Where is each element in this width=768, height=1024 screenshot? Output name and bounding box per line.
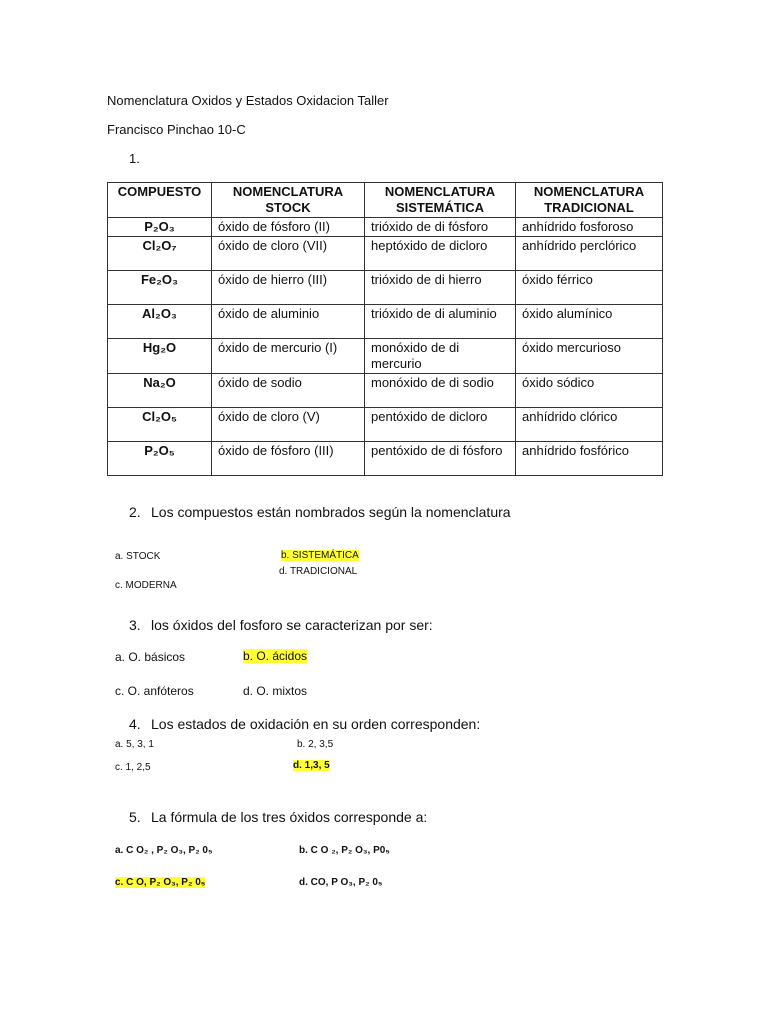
q5-option-a: a. C O₂ , P₂ O₃, P₂ 0₅ bbox=[115, 845, 213, 856]
formula-cell: Cl₂O₇ bbox=[108, 237, 212, 271]
tradicional-cell: anhídrido clórico bbox=[516, 408, 663, 442]
q4-option-c: c. 1, 2,5 bbox=[115, 762, 151, 773]
sistematica-cell: trióxido de di aluminio bbox=[365, 305, 516, 339]
table-header-row bbox=[108, 183, 663, 218]
stock-cell: óxido de cloro (VII) bbox=[212, 237, 365, 271]
sistematica-cell: monóxido de di mercurio bbox=[365, 339, 516, 374]
author-line: Francisco Pinchao 10-C bbox=[107, 122, 246, 137]
item-number-1: 1. bbox=[129, 151, 140, 166]
q3-option-b: b. O. ácidos bbox=[243, 649, 308, 663]
q2-option-c: c. MODERNA bbox=[115, 580, 177, 591]
question-3-text: los óxidos del fosforo se caracterizan por ser: bbox=[151, 617, 433, 633]
table-row bbox=[108, 305, 663, 339]
formula-cell: Hg₂O bbox=[108, 339, 212, 374]
table-row bbox=[108, 218, 663, 237]
table-row bbox=[108, 237, 663, 271]
question-3-number: 3. bbox=[129, 617, 141, 633]
question-5-number: 5. bbox=[129, 809, 141, 825]
tradicional-cell: anhídrido fosfórico bbox=[516, 442, 663, 476]
tradicional-cell: anhídrido fosforoso bbox=[516, 218, 663, 237]
table-row bbox=[108, 408, 663, 442]
q2-option-a: a. STOCK bbox=[115, 551, 161, 562]
q5-option-d: d. CO, P O₃, P₂ 0₅ bbox=[299, 877, 383, 888]
header-stock: NOMENCLATURA STOCK bbox=[212, 183, 365, 218]
question-2-number: 2. bbox=[129, 504, 141, 520]
sistematica-cell: heptóxido de dicloro bbox=[365, 237, 516, 271]
header-tradicional: NOMENCLATURA TRADICIONAL bbox=[516, 183, 663, 218]
question-2-text: Los compuestos están nombrados según la nomenclatura bbox=[151, 504, 511, 520]
stock-cell: óxido de cloro (V) bbox=[212, 408, 365, 442]
table-row bbox=[108, 442, 663, 476]
q4-option-a: a. 5, 3, 1 bbox=[115, 739, 154, 750]
tradicional-cell: anhídrido perclórico bbox=[516, 237, 663, 271]
q4-option-b: b. 2, 3,5 bbox=[297, 739, 334, 750]
table-row bbox=[108, 271, 663, 305]
q5-option-b: b. C O ₂, P₂ O₃, P0₅ bbox=[299, 845, 390, 856]
stock-cell: óxido de fósforo (III) bbox=[212, 442, 365, 476]
q4-option-d: d. 1,3, 5 bbox=[293, 760, 330, 771]
q3-option-d: d. O. mixtos bbox=[243, 684, 308, 698]
formula-cell: Al₂O₃ bbox=[108, 305, 212, 339]
sistematica-cell: monóxido de di sodio bbox=[365, 374, 516, 408]
q3-option-c: c. O. anfóteros bbox=[115, 684, 194, 698]
sistematica-cell: pentóxido de dicloro bbox=[365, 408, 516, 442]
tradicional-cell: óxido sódico bbox=[516, 374, 663, 408]
stock-cell: óxido de sodio bbox=[212, 374, 365, 408]
sistematica-cell: pentóxido de di fósforo bbox=[365, 442, 516, 476]
formula-cell: P₂O₃ bbox=[108, 218, 212, 237]
q2-option-b: b. SISTEMÁTICA bbox=[281, 550, 359, 561]
tradicional-cell: óxido mercurioso bbox=[516, 339, 663, 374]
question-3 bbox=[129, 617, 433, 633]
header-compuesto: COMPUESTO bbox=[108, 183, 212, 218]
sistematica-cell: trióxido de di fósforo bbox=[365, 218, 516, 237]
table-row bbox=[108, 374, 663, 408]
stock-cell: óxido de mercurio (I) bbox=[212, 339, 365, 374]
stock-cell: óxido de fósforo (II) bbox=[212, 218, 365, 237]
formula-cell: P₂O₅ bbox=[108, 442, 212, 476]
oxides-table bbox=[107, 182, 663, 476]
question-4-text: Los estados de oxidación en su orden corresponden: bbox=[151, 716, 481, 732]
tradicional-cell: óxido alumínico bbox=[516, 305, 663, 339]
q2-option-d: d. TRADICIONAL bbox=[279, 566, 358, 577]
stock-cell: óxido de aluminio bbox=[212, 305, 365, 339]
question-2 bbox=[129, 504, 511, 520]
stock-cell: óxido de hierro (III) bbox=[212, 271, 365, 305]
formula-cell: Cl₂O₅ bbox=[108, 408, 212, 442]
q5-option-c: c. C O, P₂ O₃, P₂ 0₅ bbox=[115, 877, 206, 888]
question-4 bbox=[129, 716, 480, 732]
question-5 bbox=[129, 809, 427, 825]
question-4-number: 4. bbox=[129, 716, 141, 732]
q3-option-a: a. O. básicos bbox=[115, 650, 186, 664]
formula-cell: Na₂O bbox=[108, 374, 212, 408]
sistematica-cell: trióxido de di hierro bbox=[365, 271, 516, 305]
question-5-text: La fórmula de los tres óxidos corresponde a: bbox=[151, 809, 428, 825]
document-title: Nomenclatura Oxidos y Estados Oxidacion Taller bbox=[107, 93, 389, 108]
header-sistematica: NOMENCLATURA SISTEMÁTICA bbox=[365, 183, 516, 218]
formula-cell: Fe₂O₃ bbox=[108, 271, 212, 305]
tradicional-cell: óxido férrico bbox=[516, 271, 663, 305]
table-row bbox=[108, 339, 663, 374]
